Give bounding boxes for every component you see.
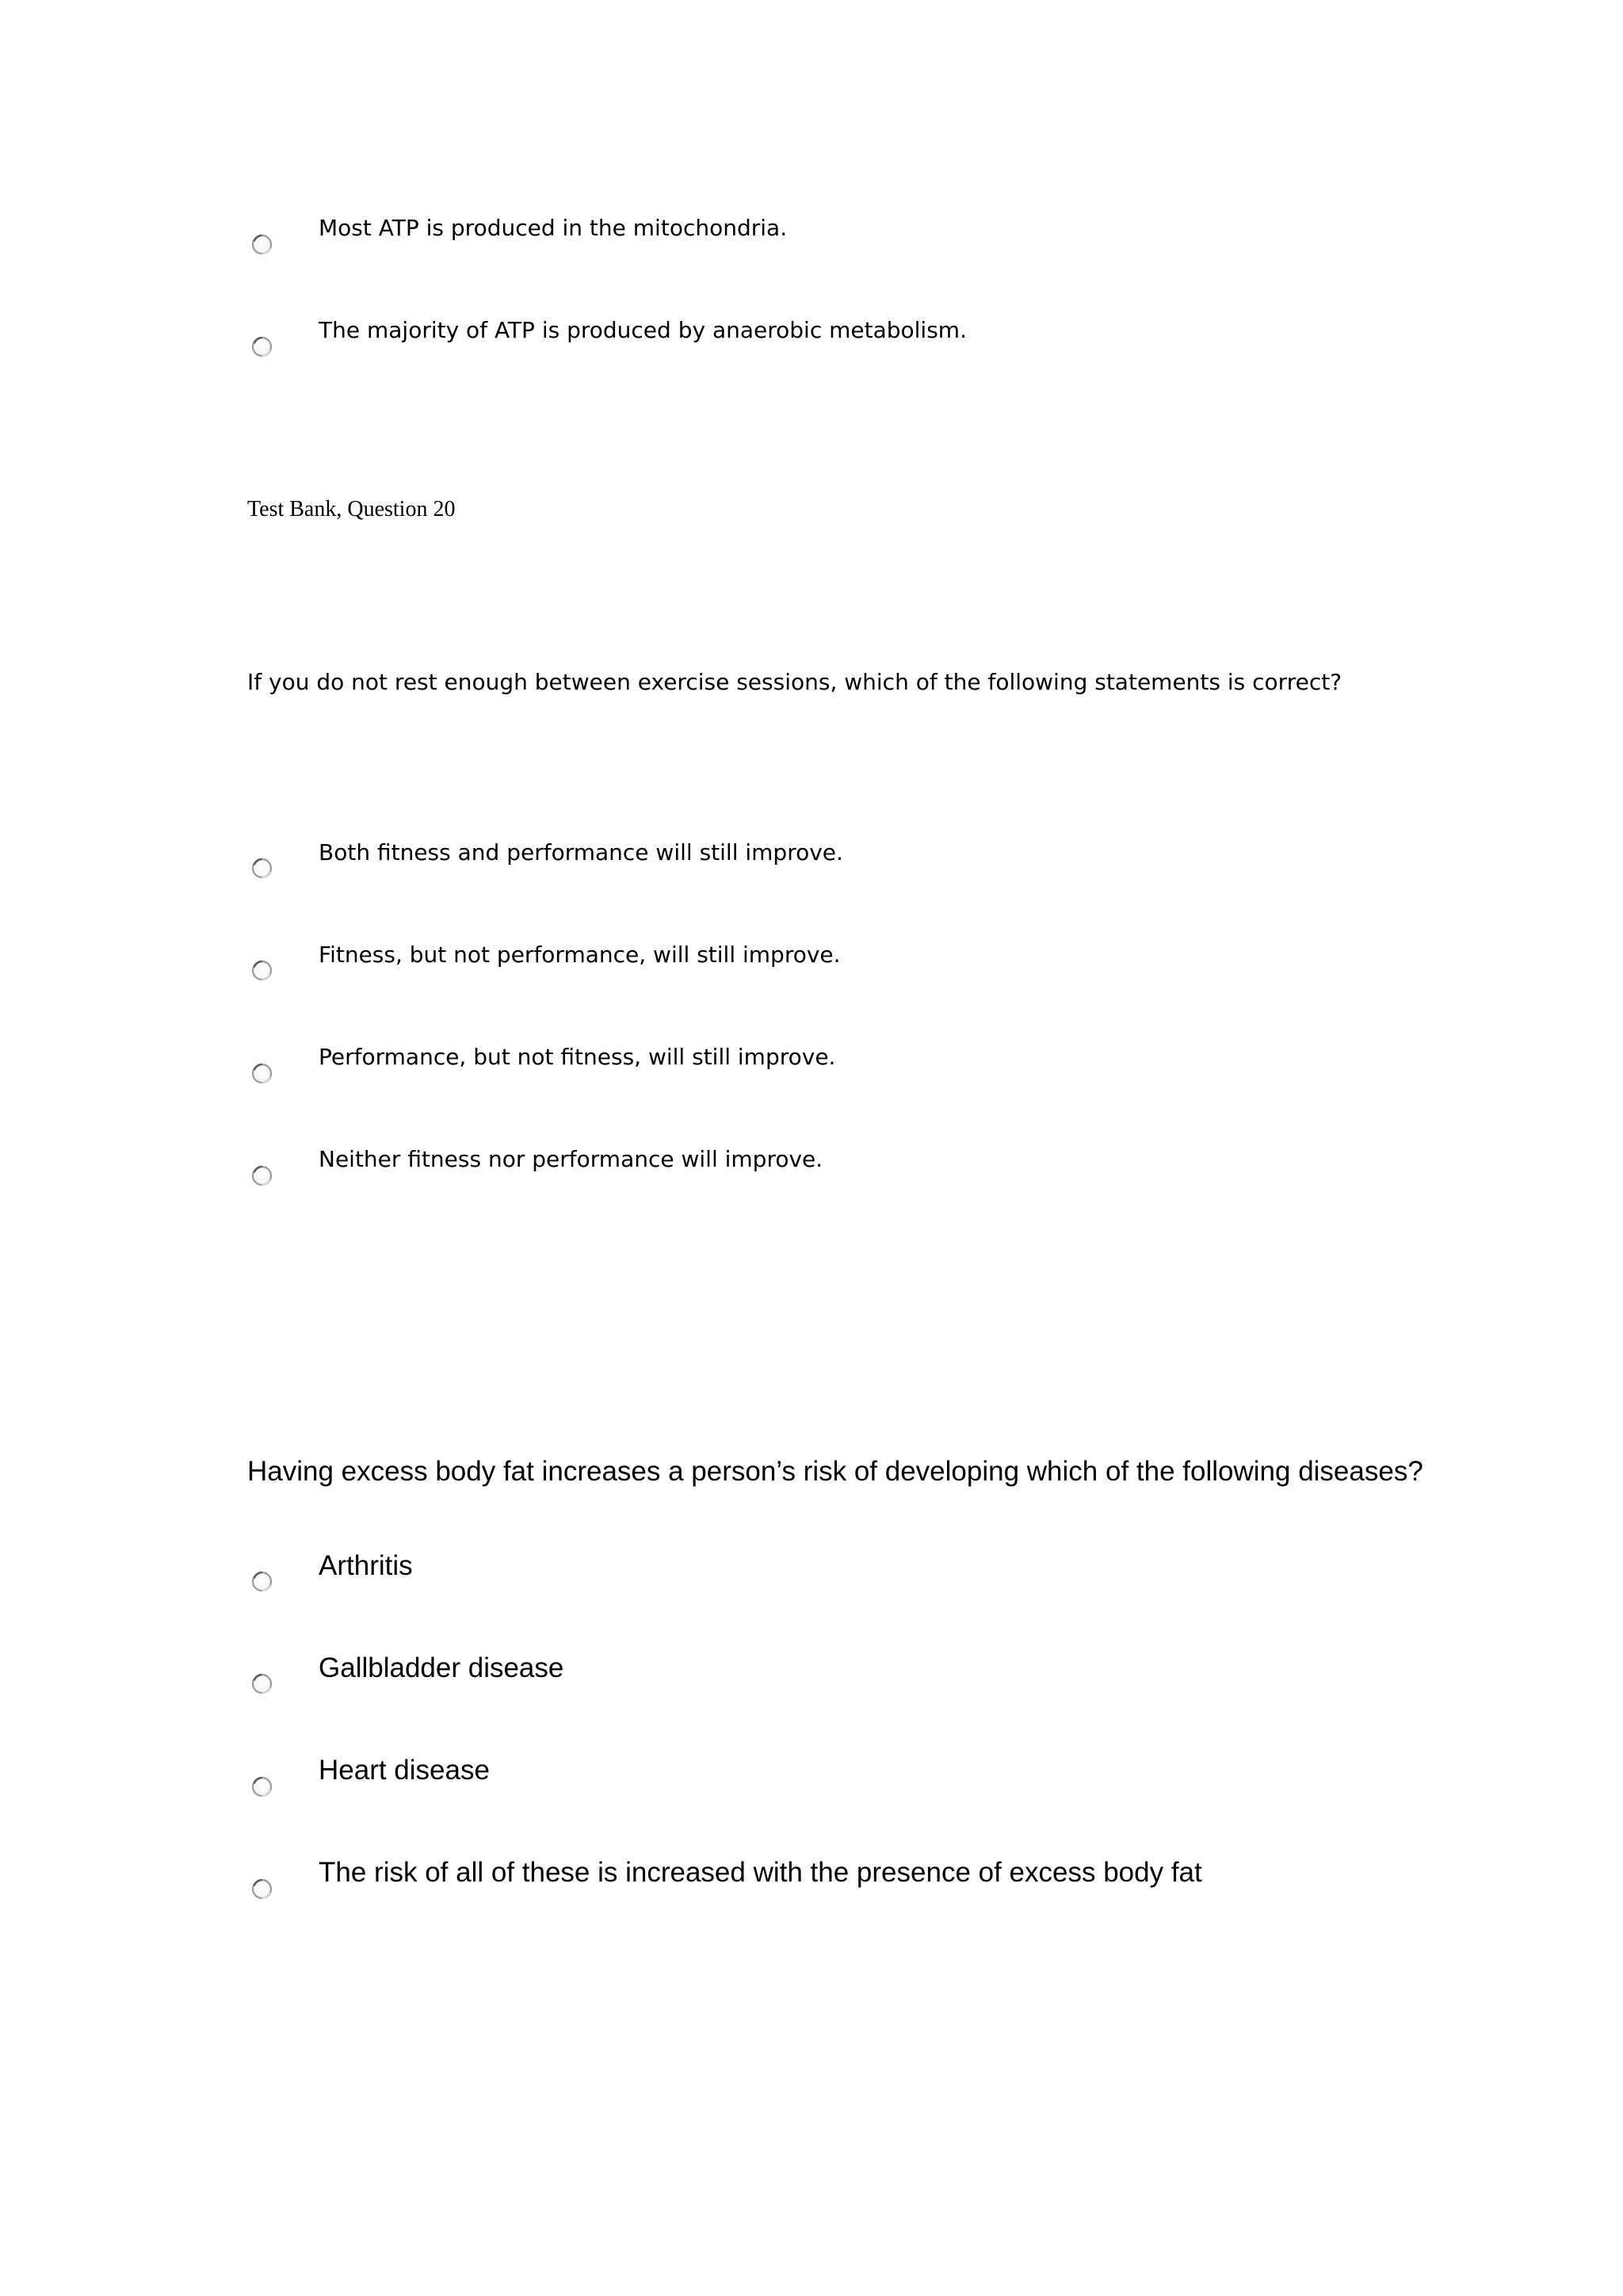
radio-button-icon[interactable]: [251, 1878, 273, 1900]
option-label: Arthritis: [319, 1550, 413, 1581]
radio-button-icon[interactable]: [251, 234, 273, 255]
radio-button-icon[interactable]: [251, 1063, 273, 1084]
option-label: Gallbladder disease: [319, 1652, 564, 1683]
option-label: The majority of ATP is produced by anaerobic metabolism.: [319, 317, 967, 343]
question-text: If you do not rest enough between exercise sessions, which of the following statements is correct?: [247, 669, 1342, 695]
question-number-label: Test Bank, Question 20: [247, 497, 456, 521]
option-label: Fitness, but not performance, will still improve.: [319, 942, 841, 968]
radio-button-icon[interactable]: [251, 1165, 273, 1186]
option-label: Heart disease: [319, 1755, 490, 1786]
radio-button-icon[interactable]: [251, 1776, 273, 1797]
option-label: Most ATP is produced in the mitochondria.: [319, 215, 788, 241]
option-label: Both fitness and performance will still improve.: [319, 839, 843, 865]
radio-button-icon[interactable]: [251, 858, 273, 879]
radio-button-icon[interactable]: [251, 1571, 273, 1592]
radio-button-icon[interactable]: [251, 960, 273, 981]
question-text: Having excess body fat increases a person’s risk of developing which of the following diseases?: [247, 1456, 1423, 1487]
radio-button-icon[interactable]: [251, 336, 273, 357]
option-label: Performance, but not fitness, will still improve.: [319, 1044, 836, 1070]
radio-button-icon[interactable]: [251, 1673, 273, 1694]
option-label: The risk of all of these is increased with the presence of excess body fat: [319, 1857, 1202, 1888]
option-label: Neither fitness nor performance will improve.: [319, 1146, 823, 1172]
